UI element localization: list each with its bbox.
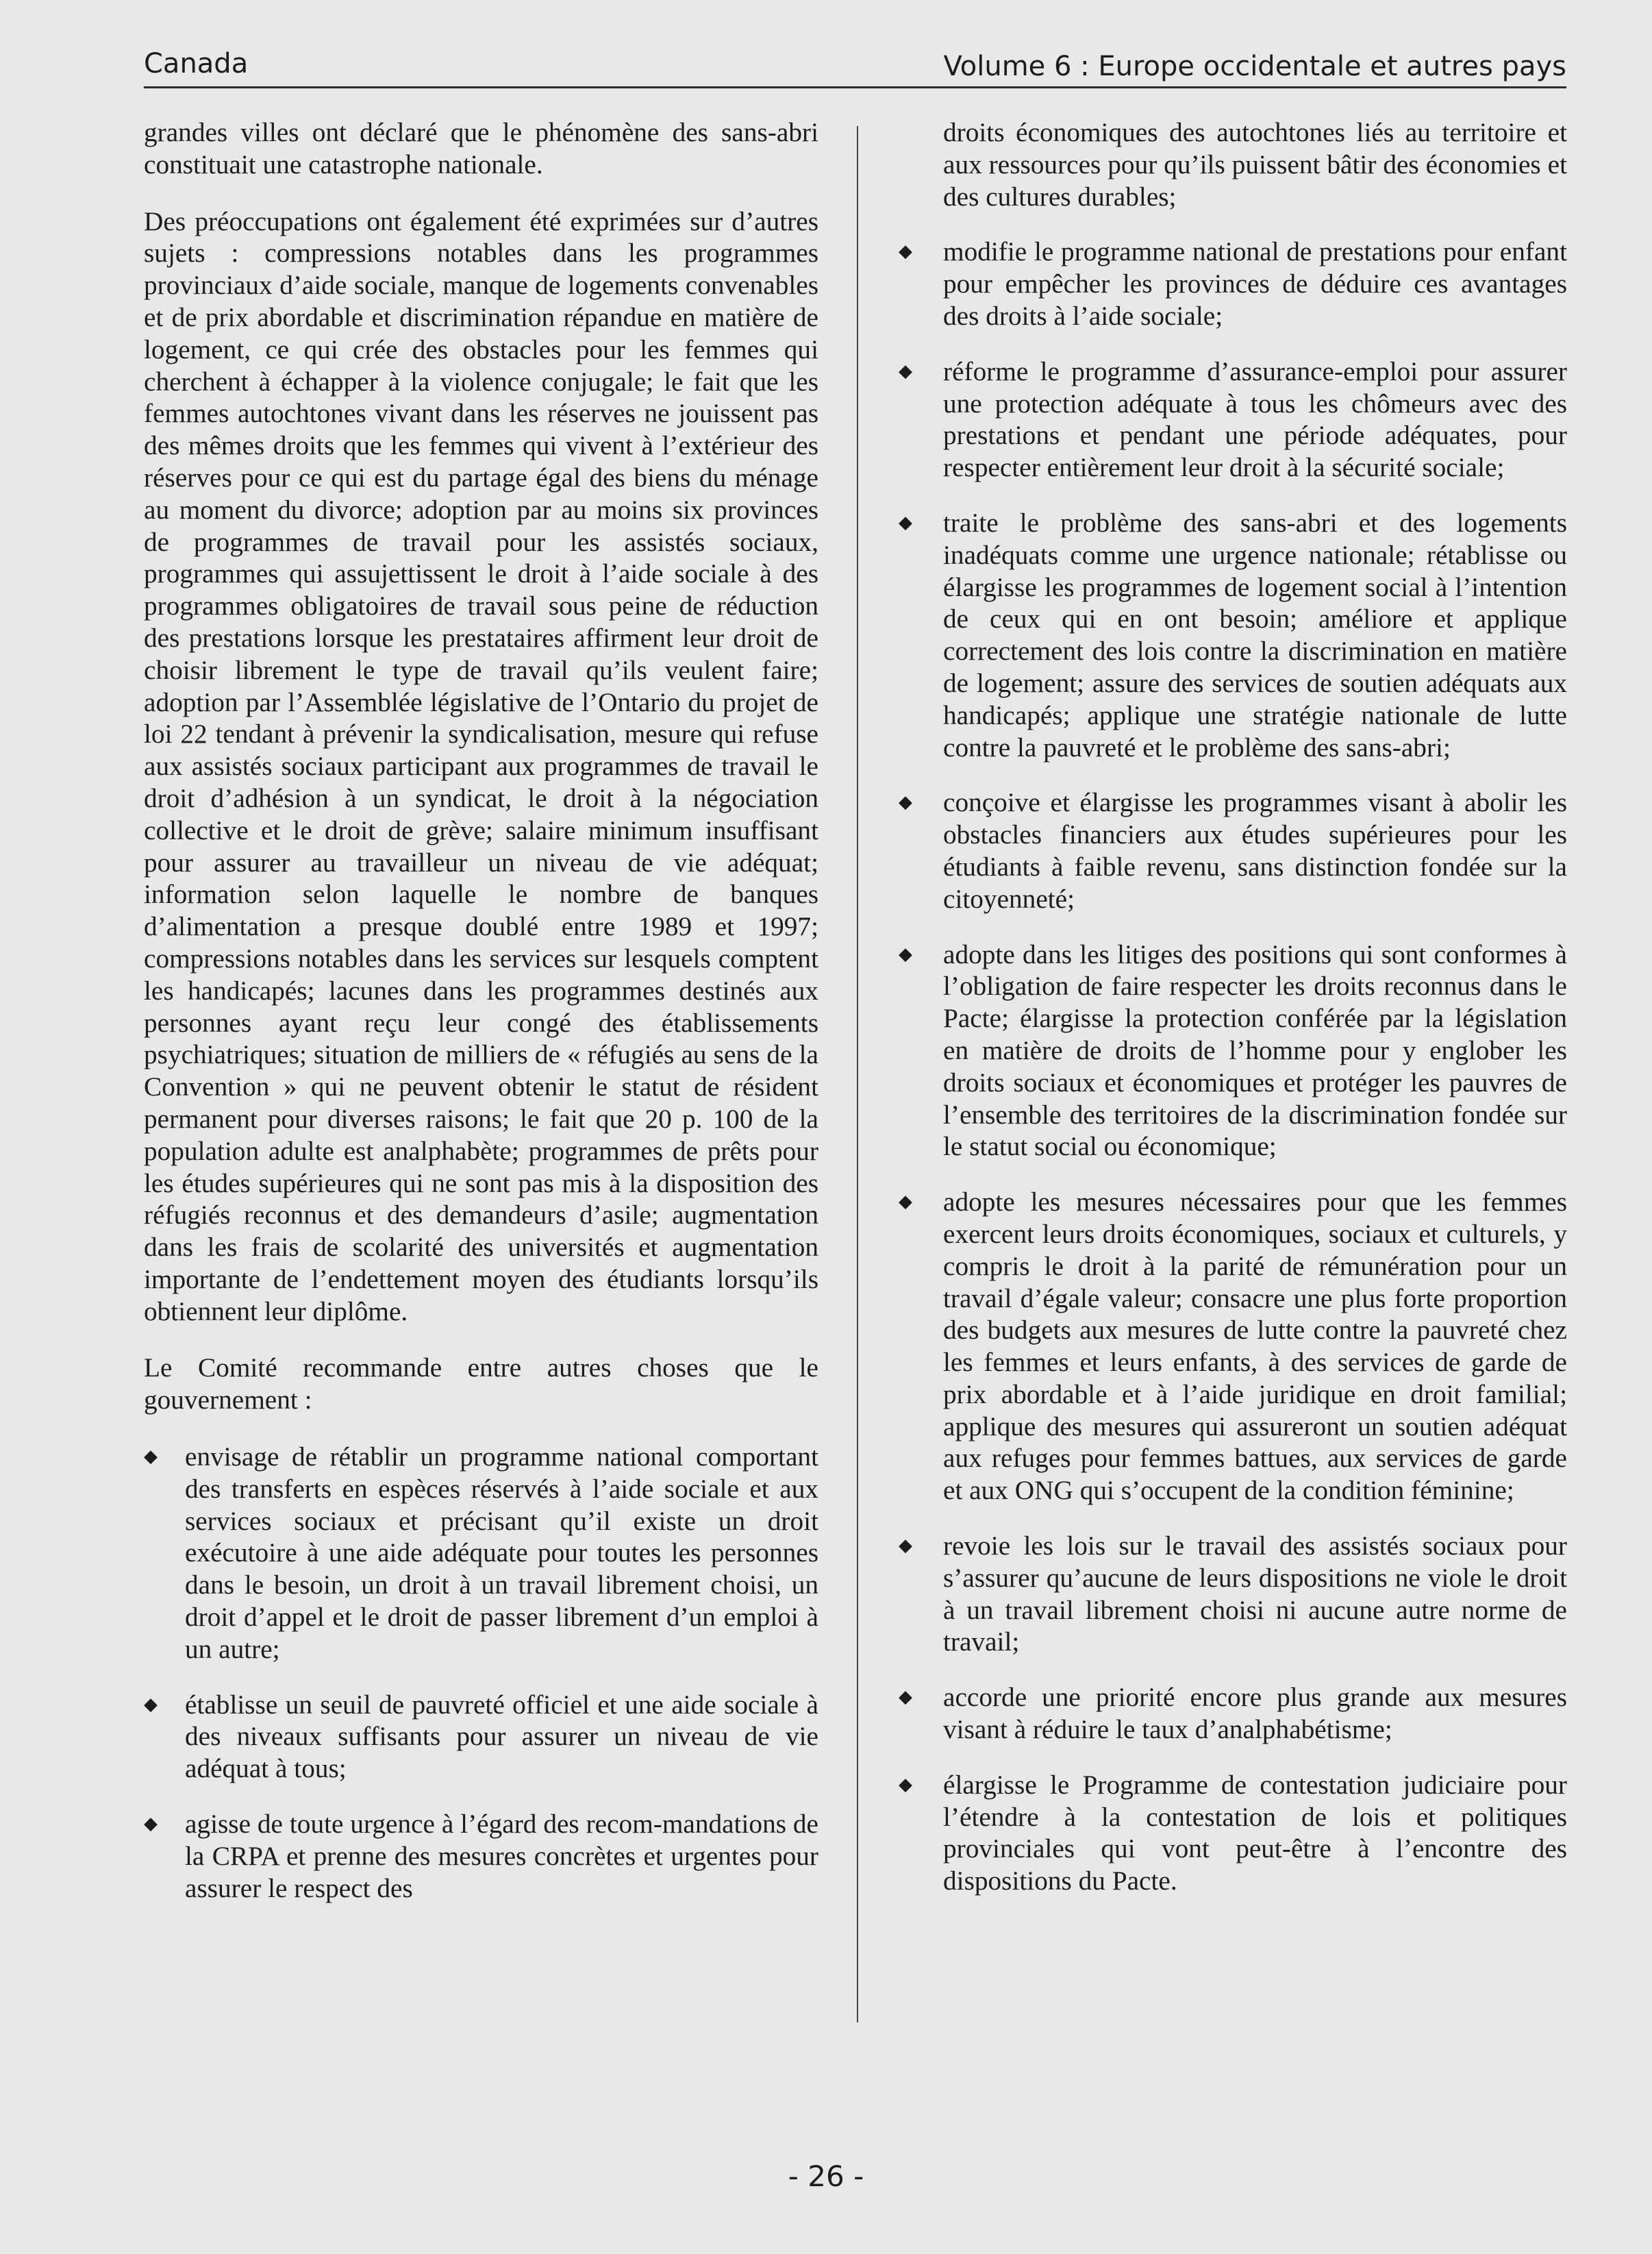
- list-item: [871, 939, 1567, 1163]
- left-column: [144, 116, 818, 1927]
- paragraph-continuation: grandes villes ont déclaré que le phénomène des sans-abri constituait une catastrophe nationale.: [144, 117, 818, 179]
- right-column: [871, 116, 1567, 1920]
- diamond-bullet-icon: ◆: [899, 360, 912, 381]
- page-header: [144, 38, 1566, 88]
- diamond-bullet-icon: ◆: [144, 1446, 158, 1467]
- list-item-text: agisse de toute urgence à l’égard des recom-mandations de la CRPA et prenne des mesures concrètes et urgentes pour assurer le respect des: [185, 1809, 818, 1903]
- diamond-bullet-icon: ◆: [899, 241, 912, 262]
- diamond-bullet-icon: ◆: [899, 1535, 912, 1556]
- list-item-text: établisse un seuil de pauvreté officiel et une aide sociale à des niveaux suffisants pour assurer un niveau de vie adéquat à tous;: [185, 1689, 818, 1784]
- diamond-bullet-icon: ◆: [899, 1191, 912, 1212]
- list-item-text: conçoive et élargisse les programmes visant à abolir les obstacles financiers aux études supérieures pour les étudiants à faible revenu, sans distinction fondée sur la citoyenneté;: [943, 787, 1567, 914]
- list-item: [144, 1441, 818, 1665]
- diamond-bullet-icon: ◆: [899, 512, 912, 532]
- header-volume-title: Volume 6 : Europe occidentale et autres pays: [943, 51, 1566, 82]
- diamond-bullet-icon: ◆: [144, 1694, 158, 1714]
- recommendation-list-left: [144, 1441, 818, 1904]
- list-item: [144, 1808, 818, 1904]
- list-item-text: envisage de rétablir un programme national comportant des transferts en espèces réservés à l’aide sociale et aux services sociaux et précisant qu’il existe un droit exécutoire à une aide adéquate pour toutes les personnes dans le besoin, un droit à un travail librement choisi, un droit d’appel et le droit de passer librement d’un emploi à un autre;: [185, 1441, 818, 1664]
- list-item-text: revoie les lois sur le travail des assistés sociaux pour s’assurer qu’aucune de leurs dispositions ne viole le droit à un travail librement choisi ni aucune autre norme de travail;: [943, 1531, 1567, 1657]
- paragraph-concerns: Des préoccupations ont également été exprimées sur d’autres sujets : compressions notables dans les programmes provinciaux d’aide sociale, manque de logements convenables et de prix abordable et discrimination répandue en matière de logement, ce qui crée des obstacles pour les femmes qui cherchent à échapper à la violence conjugale; le fait que les femmes autochtones vivant dans les réserves ne jouissent pas des mêmes droits que les femmes qui vivent à l’extérieur des réserves pour ce qui est du partage égal des biens du ménage au moment du divorce; adoption par au moins six provinces de programmes de travail pour les assistés sociaux, programmes qui assujettissent le droit à l’aide sociale à des programmes obligatoires de travail sous peine de réduction des prestations lorsque les prestataires affirment leur droit de choisir librement le type de travail qu’ils veulent faire; adoption par l’Assemblée législative de l’Ontario du projet de loi 22 tendant à prévenir la syndicalisation, mesure qui refuse aux assistés sociaux participant aux programmes de travail le droit d’adhésion à un syndicat, le droit à la négociation collective et le droit de grève; salaire minimum insuffisant pour assurer au travailleur un niveau de vie adéquat; information selon laquelle le nombre de banques d’alimentation a presque doublé entre 1989 et 1997; compressions notables dans les services sur lesquels comptent les handicapés; lacunes dans les programmes destinés aux personnes ayant reçu leur congé des établissements psychiatriques; situation de milliers de « réfugiés au sens de la Convention » qui ne peuvent obtenir le statut de résident permanent pour diverses raisons; le fait que 20 p. 100 de la population adulte est analphabète; programmes de prêts pour les études supérieures qui ne sont pas mis à la disposition des réfugiés reconnus et des demandeurs d’asile; augmentation dans les frais de scolarité des universités et augmentation importante de l’endettement moyen des étudiants lorsqu’ils obtiennent leur diplôme.: [144, 206, 818, 1326]
- list-item: [144, 1689, 818, 1785]
- column-divider: [857, 126, 858, 2022]
- diamond-bullet-icon: ◆: [144, 1813, 158, 1834]
- list-item-text: traite le problème des sans-abri et des logements inadéquats comme une urgence nationale; rétablisse ou élargisse les programmes de logement social à l’intention de ceux qui en ont besoin; améliore et applique correctement des lois contre la discrimination en matière de logement; assure des services de soutien adéquats aux handicapés; applique une stratégie nationale de lutte contre la pauvreté et le problème des sans-abri;: [943, 507, 1567, 763]
- diamond-bullet-icon: ◆: [899, 792, 912, 813]
- list-item-text: adopte dans les litiges des positions qui sont conformes à l’obligation de faire respecter les droits reconnus dans le Pacte; élargisse la protection conférée par la législation en matière de droits de l’homme pour y englober les droits sociaux et économiques et protéger les pauvres de l’ensemble des territoires de la discrimination fondée sur le statut social ou économique;: [943, 939, 1567, 1162]
- list-item: [871, 236, 1567, 332]
- list-item: [871, 507, 1567, 763]
- list-item-continuation: droits économiques des autochtones liés au territoire et aux ressources pour qu’ils puissent bâtir des économies et des cultures durables;: [943, 117, 1567, 212]
- list-item-text: élargisse le Programme de contestation judiciaire pour l’étendre à la contestation de lois et politiques provinciales qui vont peut-être à l’encontre des dispositions du Pacte.: [943, 1769, 1567, 1896]
- recommendation-list-right: [871, 236, 1567, 1897]
- list-item-text: accorde une priorité encore plus grande aux mesures visant à réduire le taux d’analphabétisme;: [943, 1682, 1567, 1745]
- paragraph-committee-recommends: Le Comité recommande entre autres choses que le gouvernement :: [144, 1352, 818, 1415]
- list-item: [871, 787, 1567, 915]
- page-number: - 26 -: [788, 2159, 864, 2193]
- list-item-text: modifie le programme national de prestations pour enfant pour empêcher les provinces de déduire ces avantages des droits à l’aide sociale;: [943, 236, 1567, 331]
- list-item-text: réforme le programme d’assurance-emploi pour assurer une protection adéquate à tous les chômeurs avec des prestations et pendant une période adéquates, pour respecter entièrement leur droit à la sécurité sociale;: [943, 356, 1567, 483]
- list-item-text: adopte les mesures nécessaires pour que les femmes exercent leurs droits économiques, sociaux et culturels, y compris le droit à la parité de rémunération pour un travail d’égale valeur; consacre une plus forte proportion des budgets aux mesures de lutte contre la pauvreté chez les femmes et leurs enfants, à des services de garde de prix abordable et à l’aide juridique en droit familial; applique des mesures qui assureront un soutien adéquat aux refuges pour femmes battues, aux services de garde et aux ONG qui s’occupent de la condition féminine;: [943, 1187, 1567, 1506]
- header-country: Canada: [144, 48, 249, 79]
- list-item: [871, 1530, 1567, 1658]
- list-item: [871, 1681, 1567, 1746]
- diamond-bullet-icon: ◆: [899, 1687, 912, 1707]
- list-item: [871, 1769, 1567, 1897]
- diamond-bullet-icon: ◆: [899, 943, 912, 964]
- diamond-bullet-icon: ◆: [899, 1774, 912, 1794]
- list-item: [871, 356, 1567, 484]
- list-item: [871, 1186, 1567, 1507]
